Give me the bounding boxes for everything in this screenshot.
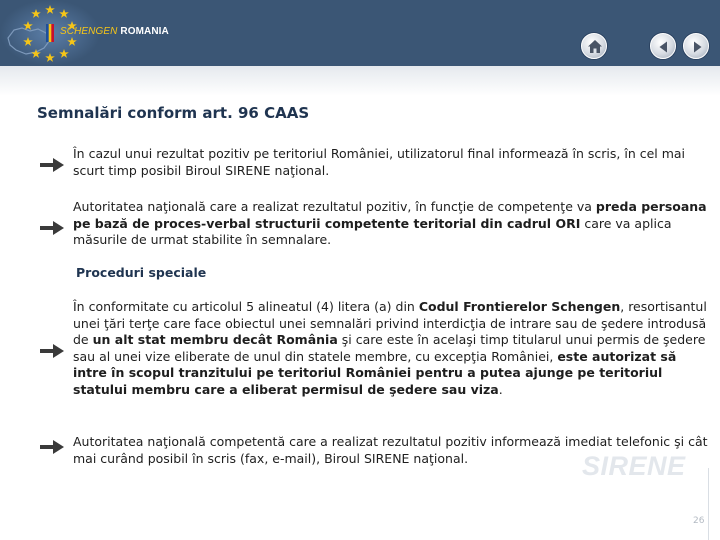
text-run: În cazul unui rezultat pozitiv pe teritoriul României, utilizatorul final informează în scris, în cel mai scurt timp posibil Biroul SIRENE naţional. [73, 146, 686, 178]
bold-text-run: este autorizat să intre în scopul tranzitului pe teritoriul României pentru a putea ajunge pe teritoriul statului membru care a eliberat permisul de şedere sau viza [73, 348, 677, 397]
paragraph-positive-hit [73, 146, 713, 179]
brand-label [60, 26, 169, 37]
bold-text-run: Codul Frontierelor Schengen [418, 299, 621, 314]
arrow-bullet-icon [40, 440, 64, 454]
triangle-left-icon [651, 34, 677, 60]
sirene-watermark: SIRENE [582, 451, 686, 481]
paragraph-notification [73, 434, 713, 467]
brand-prefix: SCHENGEN [60, 26, 118, 37]
bold-text-run: preda persoana pe bază de proces-verbal structurii competente teritorial din cadrul ORI [73, 199, 707, 231]
header-bar [0, 0, 720, 66]
text-run: Autoritatea naţională competentă care a realizat rezultatul pozitiv informează imediat telefonic şi cât mai curând posibil în scris (fax, e-mail), Biroul SIRENE naţional. [73, 434, 708, 466]
text-run: Autoritatea naţională care a realizat rezultatul pozitiv, în funcţie de competenţe va [73, 199, 596, 214]
text-run: , resortisantul unei ţări terţe care face obiectul unei semnalări privind interdicţia de intrare sau de şedere introdusă de [73, 299, 707, 347]
bold-text-run: un alt stat membru decât România [92, 332, 338, 347]
paragraph-schengen-code [73, 299, 713, 398]
previous-slide-button[interactable] [650, 33, 676, 59]
home-icon [582, 34, 608, 60]
text-run: şi care este în acelaşi timp titularul unui permis de şedere sau al unei vize eliberate de unul din statele membre, cu excepţia României, [73, 332, 706, 364]
text-run: . [498, 381, 503, 397]
slide-title: Semnalări conform art. 96 CAAS [37, 104, 310, 122]
section-subheading: Proceduri speciale [76, 265, 207, 280]
header-shadow [0, 66, 720, 96]
brand-suffix: ROMANIA [120, 26, 169, 37]
triangle-right-icon [684, 34, 710, 60]
page-number: 26 [693, 516, 705, 526]
arrow-bullet-icon [40, 344, 64, 358]
arrow-bullet-icon [40, 158, 64, 172]
home-button[interactable] [581, 33, 607, 59]
text-run: În conformitate cu articolul 5 alineatul (4) litera (a) din [73, 299, 419, 314]
paragraph-handover [73, 199, 713, 249]
footer-divider [708, 468, 709, 540]
next-slide-button[interactable] [683, 33, 709, 59]
text-run: care va aplica măsurile de urmat stabilite în semnalare. [73, 215, 672, 247]
arrow-bullet-icon [40, 221, 64, 235]
